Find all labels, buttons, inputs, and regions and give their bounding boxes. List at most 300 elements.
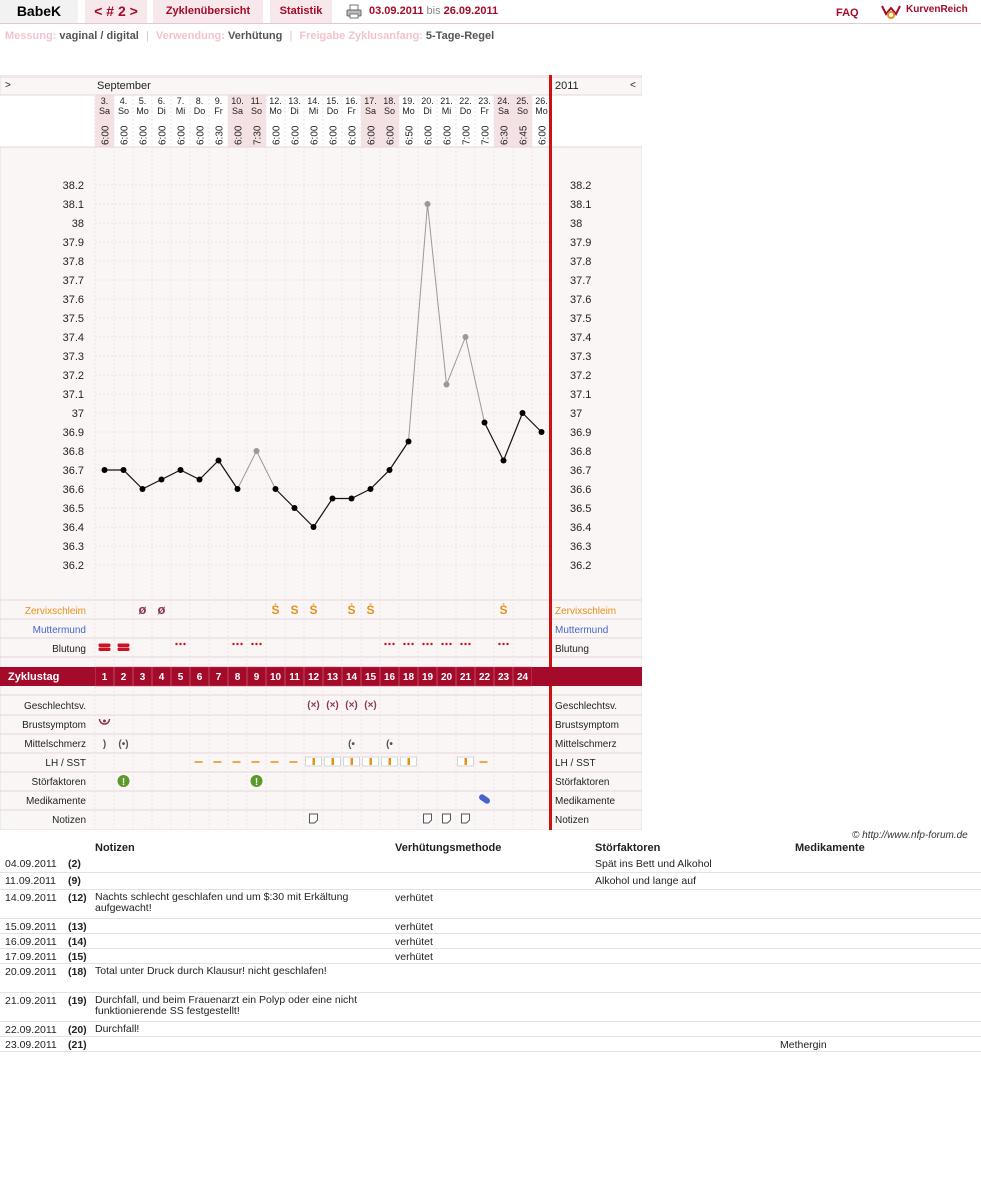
- time-label: 7:00: [480, 125, 492, 145]
- temperature-point: [406, 439, 412, 445]
- cervix-mark: ø: [138, 602, 147, 617]
- nav-cycle-overview[interactable]: Zyklenübersicht: [153, 0, 263, 23]
- col-header-method: Verhütungsmethode: [395, 842, 502, 854]
- bleeding-spot-icon: [411, 643, 413, 645]
- brand-username: BabeK: [0, 0, 78, 23]
- intercourse-icon: (×): [307, 700, 320, 711]
- weekday-label: Do: [326, 106, 339, 116]
- notes-cycle-day: (21): [68, 1039, 87, 1051]
- y-tick-label-right: 36.7: [570, 465, 592, 477]
- row-label-cervix: Zervixschleim: [24, 606, 86, 617]
- date-label: 22.: [459, 96, 472, 106]
- y-tick-label-right: 37.2: [570, 370, 592, 382]
- row-label-right-breast: Brustsymptom: [555, 720, 619, 731]
- y-tick-label-left: 37.3: [62, 351, 84, 363]
- cycle-day-number: 21: [459, 672, 472, 683]
- date-label: 13.: [288, 96, 301, 106]
- date-label: 16.: [345, 96, 358, 106]
- bleeding-spot-icon: [403, 643, 405, 645]
- bleeding-spot-icon: [441, 643, 443, 645]
- y-tick-label-right: 37.6: [570, 294, 592, 306]
- cycle-day-number: 23: [497, 672, 510, 683]
- date-label: 21.: [440, 96, 453, 106]
- cycle-day-number: 5: [177, 672, 184, 683]
- y-tick-label-left: 38.1: [62, 199, 84, 211]
- prev-nav-arrow: >: [5, 80, 11, 91]
- time-label: 6:00: [442, 125, 454, 145]
- bleeding-heavy-icon: [118, 648, 130, 652]
- y-tick-label-right: 37.9: [570, 237, 592, 249]
- time-label: 6:00: [176, 125, 188, 145]
- cycle-day-number: 10: [269, 672, 282, 683]
- cycle-day-number: 9: [253, 672, 260, 683]
- weekday-label: Sa: [98, 106, 111, 116]
- cycle-day-number: 15: [364, 672, 377, 683]
- use-label: Verwendung:: [155, 30, 225, 42]
- notes-cycle-day: (9): [68, 875, 81, 887]
- y-tick-label-left: 36.3: [62, 541, 84, 553]
- printer-icon[interactable]: [346, 4, 362, 19]
- notes-row: [0, 949, 981, 964]
- cycle-day-number: 6: [196, 672, 203, 683]
- bleeding-spot-icon: [179, 643, 181, 645]
- weekday-label: So: [516, 106, 529, 116]
- date-label: 5.: [138, 96, 147, 106]
- date-label: 12.: [269, 96, 282, 106]
- lh-positive-mark: [389, 758, 392, 765]
- cycle-day-number: 2: [120, 672, 127, 683]
- lh-positive-mark: [332, 758, 335, 765]
- row-label-cervix_opening: Muttermund: [32, 625, 86, 636]
- intercourse-icon: (×): [364, 700, 377, 711]
- notes-row: [0, 993, 981, 1022]
- notes-row: [0, 964, 981, 993]
- mittelschmerz-icon: ): [102, 739, 107, 750]
- bleeding-spot-icon: [426, 643, 428, 645]
- y-tick-label-left: 37.9: [62, 237, 84, 249]
- cycle-day-number: 16: [383, 672, 396, 683]
- cycle-day-number: 3: [139, 672, 146, 683]
- row-label-right-cervix: Zervixschleim: [555, 606, 617, 617]
- y-tick-label-right: 37.8: [570, 256, 592, 268]
- bleeding-spot-icon: [445, 643, 447, 645]
- temperature-point: [501, 458, 507, 464]
- notes-disturbance: Spät ins Bett und Alkohol: [595, 858, 712, 870]
- bleeding-spot-icon: [232, 643, 234, 645]
- notes-text: Nachts schlecht geschlafen und um $:30 mit Erkältung aufgewacht!: [95, 891, 349, 914]
- date-label: 20.: [421, 96, 434, 106]
- time-label: 6:45: [518, 125, 530, 145]
- notes-date: 22.09.2011: [5, 1024, 57, 1036]
- time-label: 6:00: [233, 125, 245, 145]
- notes-cycle-day: (2): [68, 858, 81, 870]
- y-tick-label-right: 36.2: [570, 560, 592, 572]
- bleeding-spot-icon: [506, 643, 508, 645]
- bleeding-heavy-icon: [118, 644, 130, 648]
- weekday-label: Sa: [497, 106, 510, 116]
- time-label: 6:00: [385, 125, 397, 145]
- cervix-mark: Ṡ: [499, 603, 508, 617]
- time-label: 6:00: [157, 125, 169, 145]
- cycle-day-number: 13: [326, 672, 339, 683]
- bleeding-spot-icon: [464, 643, 466, 645]
- bleeding-spot-icon: [251, 643, 253, 645]
- notes-row: [0, 873, 981, 890]
- cervix-mark: ø: [157, 602, 166, 617]
- weekday-label: So: [383, 106, 396, 116]
- notes-cycle-day: (13): [68, 921, 87, 933]
- date-label: 17.: [364, 96, 377, 106]
- y-tick-label-right: 37.4: [570, 332, 592, 344]
- note-icon: [462, 814, 470, 823]
- row-label-bleeding: Blutung: [52, 644, 86, 655]
- bleeding-spot-icon: [422, 643, 424, 645]
- weekday-label: Do: [459, 106, 472, 116]
- y-tick-label-left: 37.1: [62, 389, 84, 401]
- notes-cycle-day: (12): [68, 892, 87, 904]
- cycle-chart: [0, 75, 642, 830]
- cycle-day-number: 7: [215, 672, 222, 683]
- mittelschmerz-icon: (•): [118, 739, 129, 750]
- temperature-point: [463, 334, 469, 340]
- y-tick-label-right: 38: [570, 218, 583, 230]
- weekday-label: Mo: [136, 106, 149, 116]
- bleeding-spot-icon: [236, 643, 238, 645]
- cycle-day-number: 8: [234, 672, 241, 683]
- copyright[interactable]: © http://www.nfp-forum.de: [852, 830, 968, 841]
- cycle-day-number: 20: [440, 672, 453, 683]
- notes-row: [0, 890, 981, 919]
- weekday-label: So: [117, 106, 130, 116]
- faq-link[interactable]: FAQ: [836, 7, 859, 19]
- bleeding-spot-icon: [498, 643, 500, 645]
- y-tick-label-left: 36.8: [62, 446, 84, 458]
- y-tick-label-right: 37.3: [570, 351, 592, 363]
- time-label: 6:00: [423, 125, 435, 145]
- cycle-day-number: 19: [421, 672, 434, 683]
- intercourse-icon: (×): [345, 700, 358, 711]
- note-icon: [424, 814, 432, 823]
- bleeding-spot-icon: [384, 643, 386, 645]
- row-label-right-intercourse: Geschlechtsv.: [555, 701, 618, 712]
- notes-row: [0, 1037, 981, 1052]
- row-label-right-lh: LH / SST: [555, 758, 596, 769]
- bleeding-spot-icon: [388, 643, 390, 645]
- notes-text: Durchfall!: [95, 1023, 140, 1035]
- row-label-intercourse: Geschlechtsv.: [23, 701, 86, 712]
- col-header-meds: Medikamente: [795, 842, 865, 854]
- lh-positive-mark: [370, 758, 373, 765]
- temperature-point: [235, 486, 241, 492]
- temperature-point: [140, 486, 146, 492]
- col-header-notes: Notizen: [95, 842, 135, 854]
- notes-date: 14.09.2011: [5, 892, 57, 904]
- cycle-day-number: 24: [516, 672, 529, 683]
- y-tick-label-left: 36.5: [62, 503, 84, 515]
- notes-cycle-day: (20): [68, 1024, 87, 1036]
- temperature-point: [178, 467, 184, 473]
- notes-date: 20.09.2011: [5, 966, 57, 978]
- notes-row: [0, 919, 981, 934]
- temperature-point: [520, 410, 526, 416]
- kurvenreich-logo-icon: [880, 2, 902, 20]
- row-label-meds: Medikamente: [25, 796, 86, 807]
- lh-positive-mark: [408, 758, 411, 765]
- col-header-disturb: Störfaktoren: [595, 842, 661, 854]
- notes-cycle-day: (15): [68, 951, 87, 963]
- notes-row: [0, 856, 981, 873]
- notes-date: 11.09.2011: [5, 875, 56, 887]
- date-label: 15.: [326, 96, 339, 106]
- temperature-point: [216, 458, 222, 464]
- date-label: 11.: [250, 96, 263, 106]
- time-label: 6:00: [328, 125, 340, 145]
- time-label: 6:00: [271, 125, 283, 145]
- y-tick-label-left: 37.5: [62, 313, 84, 325]
- year-label: 2011: [555, 80, 579, 92]
- settings-line: Messung: vaginal / digital | Verwendung: Verhütung | Freigabe Zyklusanfang: 5-Tage-Regel: [5, 30, 495, 42]
- weekday-label: Fr: [214, 106, 223, 116]
- date-label: 7.: [176, 96, 185, 106]
- weekday-label: Mo: [269, 106, 282, 116]
- date-label: 14.: [307, 96, 320, 106]
- notes-cycle-day: (18): [68, 966, 87, 978]
- cycle-day-number: 12: [307, 672, 320, 683]
- temperature-point: [102, 467, 108, 473]
- breast-symptom-dot: [103, 720, 106, 723]
- y-tick-label-left: 36.4: [62, 522, 84, 534]
- y-tick-label-left: 37.6: [62, 294, 84, 306]
- temperature-point: [159, 477, 165, 483]
- bleeding-spot-icon: [259, 643, 261, 645]
- time-label: 6:00: [347, 125, 359, 145]
- chart-svg: [0, 75, 642, 830]
- bleeding-spot-icon: [449, 643, 451, 645]
- date-label: 4.: [119, 96, 128, 106]
- measure-value: vaginal / digital: [59, 30, 139, 42]
- row-label-lh: LH / SST: [45, 758, 86, 769]
- y-tick-label-left: 37: [71, 408, 84, 420]
- notes-date: 23.09.2011: [5, 1039, 57, 1051]
- use-value: Verhütung: [227, 30, 283, 42]
- top-header: [0, 0, 981, 24]
- notes-method: verhütet: [395, 936, 433, 948]
- y-tick-label-left: 36.7: [62, 465, 84, 477]
- intercourse-icon: (×): [326, 700, 339, 711]
- row-label-right-cervix_opening: Muttermund: [555, 625, 609, 636]
- notes-disturbance: Alkohol und lange auf: [595, 875, 696, 887]
- weekday-label: Di: [423, 106, 432, 116]
- cycle-end-line: [549, 75, 552, 830]
- release-value: 5-Tage-Regel: [425, 30, 495, 42]
- temperature-point: [121, 467, 127, 473]
- weekday-label: Mi: [441, 106, 452, 116]
- time-label: 6:00: [290, 125, 302, 145]
- cervix-mark: Ṡ: [347, 603, 356, 617]
- y-tick-label-left: 37.4: [62, 332, 84, 344]
- notes-medication: Methergin: [780, 1039, 827, 1051]
- y-tick-label-left: 37.8: [62, 256, 84, 268]
- row-label-pain: Mittelschmerz: [24, 739, 86, 750]
- notes-date: 04.09.2011: [5, 858, 57, 870]
- date-range: [369, 0, 498, 23]
- cervix-mark: Ṡ: [271, 603, 280, 617]
- cycle-day-number: 14: [345, 672, 358, 683]
- cycle-day-number: 4: [158, 672, 165, 683]
- weekday-label: Mi: [175, 106, 186, 116]
- weekday-label: Mi: [308, 106, 319, 116]
- bleeding-spot-icon: [468, 643, 470, 645]
- row-label-disturb: Störfaktoren: [31, 777, 86, 788]
- bleeding-spot-icon: [183, 643, 185, 645]
- cervix-mark: Ṡ: [309, 603, 318, 617]
- notes-date: 21.09.2011: [5, 995, 57, 1007]
- y-tick-label-left: 37.2: [62, 370, 84, 382]
- row-label-right-meds: Medikamente: [555, 796, 616, 807]
- y-tick-label-right: 37.1: [570, 389, 592, 401]
- cycle-day-number: 22: [478, 672, 491, 683]
- notes-cycle-day: (14): [68, 936, 87, 948]
- y-tick-label-left: 36.6: [62, 484, 84, 496]
- notes-date: 16.09.2011: [5, 936, 57, 948]
- cycle-day-number: 11: [289, 672, 300, 683]
- lh-positive-mark: [313, 758, 316, 765]
- date-label: 25.: [516, 96, 529, 106]
- date-label: 24.: [497, 96, 510, 106]
- y-tick-label-right: 38.1: [570, 199, 592, 211]
- bleeding-spot-icon: [255, 643, 257, 645]
- bleeding-spot-icon: [392, 643, 394, 645]
- time-label: 6:50: [404, 125, 416, 145]
- cycle-day-number: 18: [402, 672, 415, 683]
- notes-row: [0, 1022, 981, 1037]
- mittelschmerz-icon: (•: [348, 739, 355, 750]
- range-start: 03.09.2011: [369, 5, 424, 17]
- weekday-label: Do: [193, 106, 206, 116]
- date-label: 3.: [100, 96, 109, 106]
- weekday-label: Mo: [535, 106, 548, 116]
- temperature-point: [292, 505, 298, 511]
- note-icon: [310, 814, 318, 823]
- y-tick-label-right: 37: [570, 408, 583, 420]
- y-tick-label-right: 36.5: [570, 503, 592, 515]
- time-label: 7:00: [461, 125, 473, 145]
- measure-label: Messung:: [5, 30, 57, 42]
- time-label: 6:00: [100, 125, 112, 145]
- y-tick-label-right: 37.5: [570, 313, 592, 325]
- disturbance-exclamation: !: [121, 777, 126, 788]
- date-label: 19.: [402, 96, 415, 106]
- temperature-point: [368, 486, 374, 492]
- cycle-navigation[interactable]: < # 2 >: [85, 0, 147, 23]
- row-label-breast: Brustsymptom: [22, 720, 86, 731]
- weekday-label: Fr: [347, 106, 356, 116]
- notes-method: verhütet: [395, 921, 433, 933]
- y-tick-label-left: 36.2: [62, 560, 84, 572]
- kurvenreich-logo[interactable]: KurvenReich: [906, 4, 968, 15]
- date-label: 8.: [195, 96, 204, 106]
- notes-date: 17.09.2011: [5, 951, 57, 963]
- range-bis: bis: [426, 5, 441, 17]
- y-tick-label-right: 36.9: [570, 427, 592, 439]
- bleeding-spot-icon: [460, 643, 462, 645]
- bleeding-heavy-icon: [99, 648, 111, 652]
- temperature-point: [349, 496, 355, 502]
- weekday-label: Di: [290, 106, 299, 116]
- nav-statistics[interactable]: Statistik: [270, 0, 332, 23]
- temperature-point: [425, 201, 431, 207]
- notes-text: Total unter Druck durch Klausur! nicht geschlafen!: [95, 965, 327, 977]
- cervix-mark: Ṡ: [366, 603, 375, 617]
- release-label: Freigabe Zyklusanfang:: [299, 30, 423, 42]
- weekday-label: Mo: [402, 106, 415, 116]
- y-tick-label-left: 38: [71, 218, 84, 230]
- bleeding-spot-icon: [502, 643, 504, 645]
- date-label: 9.: [214, 96, 223, 106]
- temperature-point: [197, 477, 203, 483]
- temperature-point: [254, 448, 260, 454]
- time-label: 6:30: [499, 125, 511, 145]
- date-label: 18.: [383, 96, 396, 106]
- cycle-day-number: 1: [101, 672, 108, 683]
- y-tick-label-left: 37.7: [62, 275, 84, 287]
- notes-date: 15.09.2011: [5, 921, 57, 933]
- temperature-point: [444, 382, 450, 388]
- weekday-label: So: [250, 106, 263, 116]
- temperature-point: [387, 467, 393, 473]
- notes-method: verhütet: [395, 951, 433, 963]
- mittelschmerz-icon: (•: [386, 739, 393, 750]
- lh-positive-mark: [351, 758, 354, 765]
- disturbance-exclamation: !: [254, 777, 259, 788]
- time-label: 6:00: [195, 125, 207, 145]
- y-tick-label-left: 38.2: [62, 180, 84, 192]
- row-label-right-pain: Mittelschmerz: [555, 739, 617, 750]
- time-label: 6:00: [138, 125, 150, 145]
- y-tick-label-right: 36.4: [570, 522, 592, 534]
- time-label: 7:30: [252, 125, 264, 145]
- y-tick-label-right: 36.8: [570, 446, 592, 458]
- bleeding-spot-icon: [175, 643, 177, 645]
- bleeding-spot-icon: [240, 643, 242, 645]
- date-label: 26.: [535, 96, 548, 106]
- chart-background: [0, 75, 642, 830]
- row-label-right-bleeding: Blutung: [555, 644, 589, 655]
- weekday-label: Di: [157, 106, 166, 116]
- row-label-right-notes: Notizen: [555, 815, 589, 826]
- temperature-point: [539, 429, 545, 435]
- y-tick-label-right: 38.2: [570, 180, 592, 192]
- weekday-label: Fr: [480, 106, 489, 116]
- range-end: 26.09.2011: [443, 5, 499, 17]
- notes-text: Durchfall, und beim Frauenarzt ein Polyp oder eine nicht funktionierende SS festgestellt!: [95, 994, 358, 1017]
- next-nav-arrow: <: [630, 80, 636, 91]
- weekday-label: Sa: [364, 106, 377, 116]
- y-tick-label-left: 36.9: [62, 427, 84, 439]
- y-tick-label-right: 36.3: [570, 541, 592, 553]
- notes-method: verhütet: [395, 892, 433, 904]
- bleeding-spot-icon: [407, 643, 409, 645]
- date-label: 10.: [231, 96, 244, 106]
- time-label: 6:00: [309, 125, 321, 145]
- lh-positive-mark: [465, 758, 468, 765]
- date-label: 6.: [157, 96, 166, 106]
- y-tick-label-right: 37.7: [570, 275, 592, 287]
- time-label: 6:00: [537, 125, 549, 145]
- temperature-point: [311, 524, 317, 530]
- row-label-notes: Notizen: [52, 815, 86, 826]
- weekday-label: Sa: [231, 106, 244, 116]
